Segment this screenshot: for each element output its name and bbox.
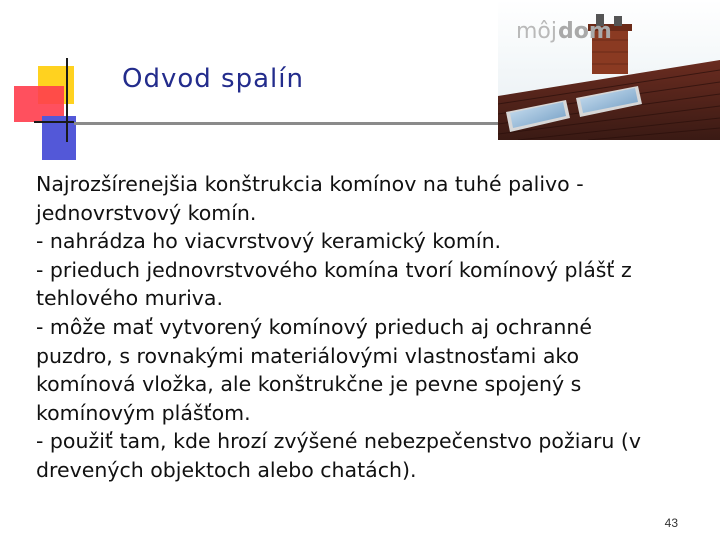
logo-main: dom [558,19,612,44]
body-line: Najrozšírenejšia konštrukcia komínov na tuhé palivo - [36,172,584,196]
body-line: drevených objektoch alebo chatách). [36,457,417,482]
roof-photo [498,0,720,140]
slide-title: Odvod spalín [122,64,304,94]
body-line: komínová vložka, ale konštrukčne je pevne spojený s [36,372,582,397]
decor-vertical-line [66,58,68,142]
decor-horizontal-line [34,121,74,123]
page-number: 43 [664,516,678,530]
body-line: - použiť tam, kde hrozí zvýšené nebezpečenstvo požiaru (v [36,429,642,454]
body-line: - nahrádza ho viacvrstvový keramický komín. [36,229,502,254]
body-line: jednovrstvový komín. [36,200,257,225]
body-line: tehlového muriva. [36,286,223,311]
body-line: - prieduch jednovrstvového komína tvorí komínový plášť z [36,257,632,282]
body-line: komínovým plášťom. [36,400,251,425]
body-text [36,170,706,485]
title-underline [74,122,504,125]
body-line: - môže mať vytvorený komínový prieduch aj ochranné [36,314,592,339]
body-line: puzdro, s rovnakými materiálovými vlastnosťami ako [36,343,580,368]
logo-prefix: môj [516,19,558,44]
